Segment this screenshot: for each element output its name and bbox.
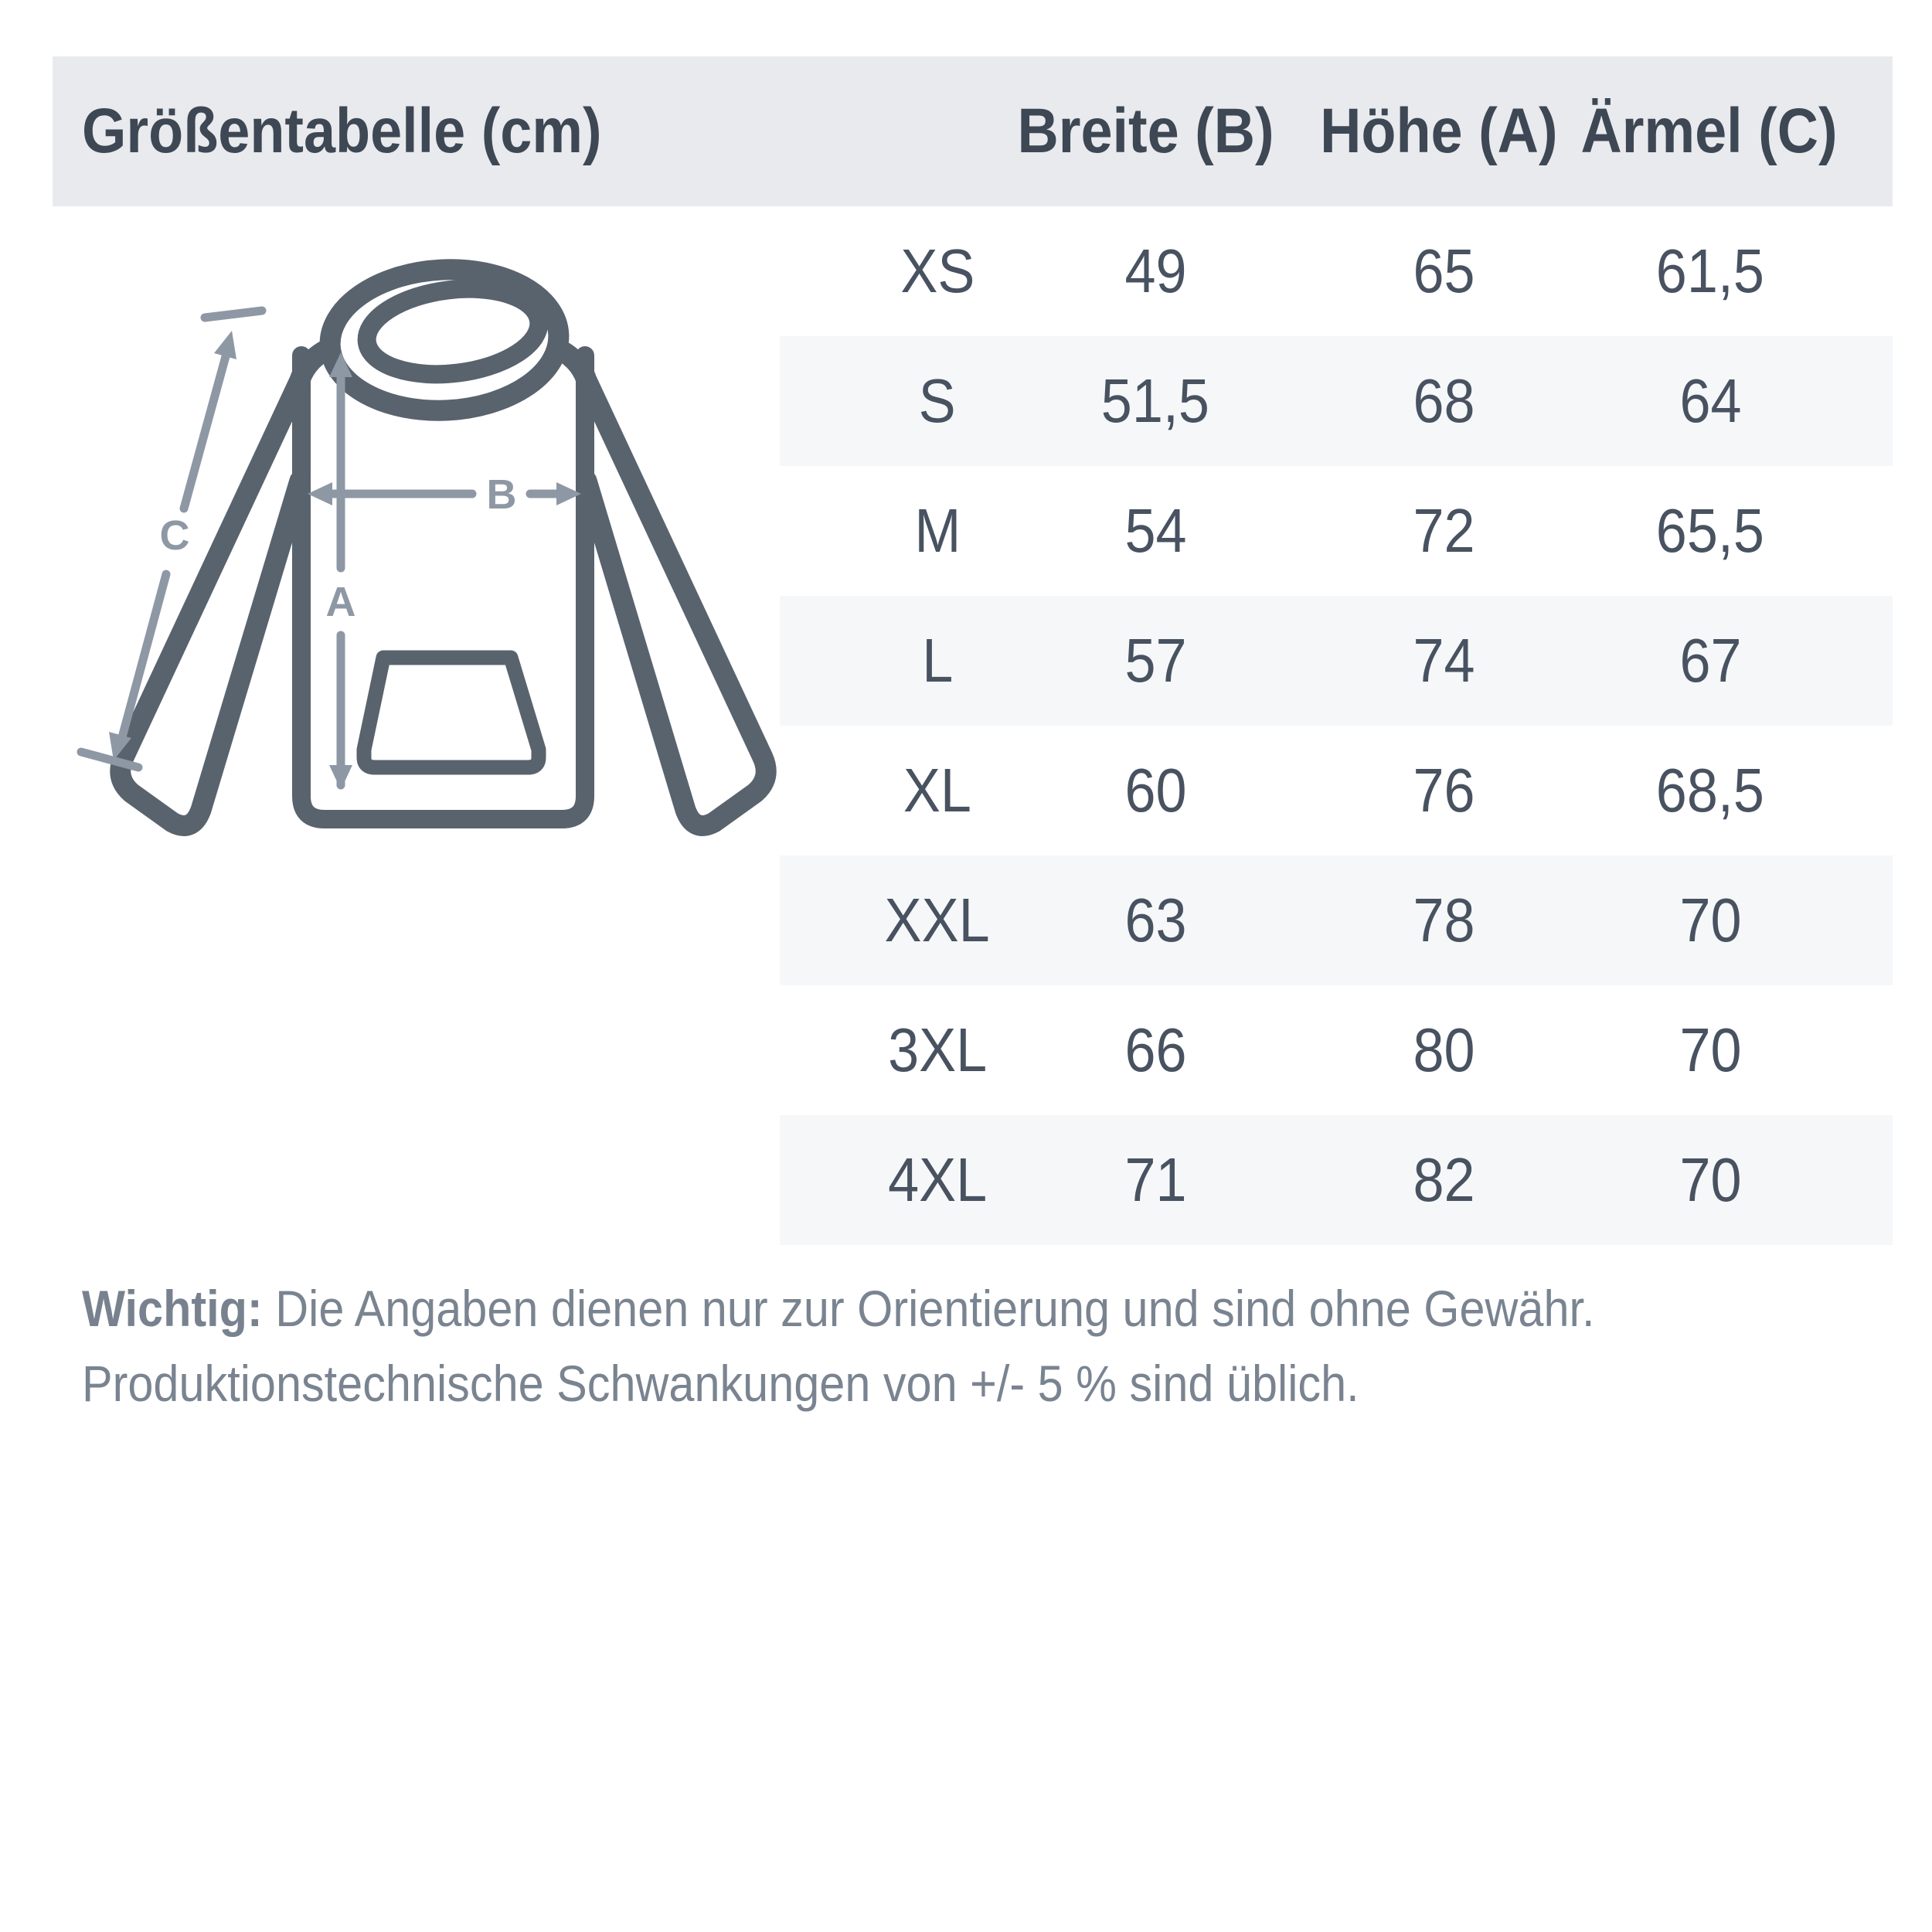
- size-row-4xl: [780, 1115, 1893, 1245]
- hoodie-pocket: [364, 658, 539, 767]
- cell-aermel: 70: [1679, 886, 1742, 954]
- cell-aermel: 61,5: [1655, 236, 1765, 305]
- hoodie-diagram-icon: [46, 147, 788, 858]
- cell-size: 3XL: [887, 1015, 988, 1084]
- size-row-m: [780, 466, 1893, 596]
- cell-breite: 54: [1124, 496, 1187, 565]
- column-header-aermel: Ärmel (C): [1580, 96, 1838, 166]
- size-row-xl: [780, 726, 1893, 855]
- cell-size: 4XL: [887, 1145, 988, 1214]
- cell-size: XL: [903, 756, 972, 825]
- cell-hoehe: 74: [1412, 626, 1475, 695]
- cell-hoehe: 68: [1412, 366, 1475, 435]
- label-b: B: [486, 471, 517, 518]
- cell-hoehe: 78: [1412, 886, 1475, 954]
- column-header-breite: Breite (B): [1017, 96, 1275, 166]
- size-row-xs: [780, 206, 1893, 336]
- cell-breite: 63: [1124, 886, 1187, 954]
- size-row-s: [780, 336, 1893, 466]
- cell-size: L: [921, 626, 954, 695]
- cell-breite: 57: [1124, 626, 1187, 695]
- cell-aermel: 68,5: [1655, 756, 1765, 825]
- cell-hoehe: 65: [1412, 236, 1475, 305]
- cell-breite: 66: [1124, 1015, 1187, 1084]
- cell-size: S: [918, 366, 957, 435]
- label-c: C: [159, 512, 190, 559]
- cell-hoehe: 72: [1412, 496, 1475, 565]
- cell-size: M: [914, 496, 961, 565]
- cell-breite: 51,5: [1100, 366, 1210, 435]
- size-row-xxl: [780, 855, 1893, 985]
- size-row-l: [780, 596, 1893, 726]
- cell-hoehe: 76: [1412, 756, 1475, 825]
- size-table: [780, 206, 1893, 1245]
- footnote: [82, 1271, 1689, 1421]
- footnote-line-1: Wichtig: Die Angaben dienen nur zur Orientierung und sind ohne Gewähr.: [82, 1280, 1595, 1337]
- cell-size: XXL: [884, 886, 991, 954]
- footnote-line-2: Produktionstechnische Schwankungen von +/- 5 % sind üblich.: [82, 1355, 1359, 1412]
- cell-hoehe: 82: [1412, 1145, 1475, 1214]
- cell-aermel: 64: [1679, 366, 1742, 435]
- cell-aermel: 65,5: [1655, 496, 1765, 565]
- cell-size: XS: [900, 236, 975, 305]
- size-row-3xl: [780, 985, 1893, 1115]
- page-title: Größentabelle (cm): [82, 96, 602, 166]
- label-a: A: [325, 579, 356, 625]
- cell-aermel: 67: [1679, 626, 1742, 695]
- cell-breite: 71: [1124, 1145, 1187, 1214]
- cell-hoehe: 80: [1412, 1015, 1475, 1084]
- column-header-hoehe: Höhe (A): [1320, 96, 1558, 166]
- cell-aermel: 70: [1679, 1015, 1742, 1084]
- cell-aermel: 70: [1679, 1145, 1742, 1214]
- cell-breite: 49: [1124, 236, 1187, 305]
- cell-breite: 60: [1124, 756, 1187, 825]
